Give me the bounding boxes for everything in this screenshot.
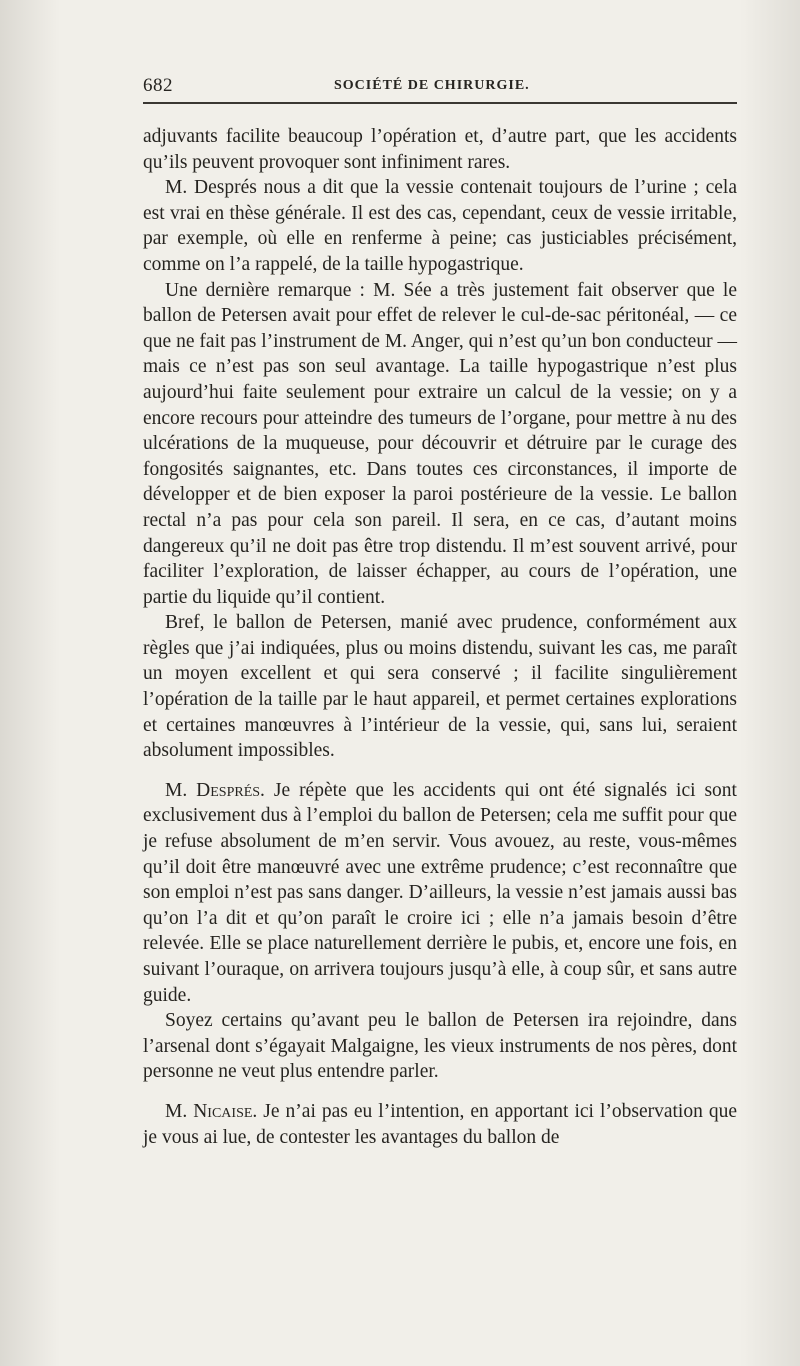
- speaker-nicaise: M. Nicaise.: [165, 1100, 258, 1122]
- speaker-despres: M. Després.: [165, 779, 265, 801]
- paragraph-despres-urine: M. Després nous a dit que la vessie contenait toujours de l’urine ; cela est vrai en thèse générale. Il est des cas, cependant, ceux de vessie irritable, par exemple, où elle en renferme à peine; cas justiciables précisément, comme on l’a rappelé, de la taille hypogastrique.: [143, 177, 737, 275]
- running-title: SOCIÉTÉ DE CHIRURGIE.: [334, 78, 530, 93]
- paragraph-nicaise-text: Je n’ai pas eu l’intention, en apportant ici l’observation que je vous ai lue, de contester les avantages du ballon de: [143, 1100, 738, 1148]
- paragraph-continuation: adjuvants facilite beaucoup l’opération et, d’autre part, que les accidents qu’ils peuvent provoquer sont infiniment rares.: [143, 126, 737, 173]
- paragraph-despres-reply-text: Je répète que les accidents qui ont été signalés ici sont exclusivement dus à l’emploi du ballon de Petersen; cela me suffit pour que je refuse absolument de m’en servir. Vous avouez, au reste, vous-mêmes qu’il doit être manœuvré avec une extrême prudence; c’est reconnaître que son emploi n’est pas sans danger. D’ailleurs, la vessie n’est jamais aussi bas qu’on l’a dit et qu’on paraît le croire ici ; elle n’a jamais besoin d’être relevée. Elle se place naturellement derrière le pubis, et, encore une fois, en suivant l’ouraque, on arrivera toujours jusqu’à elle, à coup sûr, et sans autre guide.: [143, 779, 737, 1006]
- text-body: [143, 124, 737, 1150]
- page-edge-shadow-left: [0, 0, 60, 1366]
- page-header: [143, 75, 737, 103]
- page-number: 682: [143, 75, 173, 96]
- page-edge-shadow-right: [740, 0, 800, 1366]
- paragraph-nicaise: [143, 1099, 737, 1150]
- paragraph-soyez-certains: Soyez certains qu’avant peu le ballon de Petersen ira rejoindre, dans l’arsenal dont s’égayait Malgaigne, les vieux instruments de nos pères, dont personne ne veut plus entendre parler.: [143, 1010, 737, 1083]
- header-rule: [143, 102, 737, 104]
- paragraph-bref: Bref, le ballon de Petersen, manié avec prudence, conformément aux règles que j’ai indiquées, plus ou moins distendu, suivant les cas, me paraît un moyen excellent et qui sera conservé ; il facilite singulièrement l’opération de la taille par le haut appareil, et permet certaines explorations et certaines manœuvres à l’intérieur de la vessie, qui, sans lui, seraient absolument impossibles.: [143, 612, 737, 762]
- paragraph-despres-reply: [143, 778, 737, 1008]
- paragraph-derniere-remarque: Une dernière remarque : M. Sée a très justement fait observer que le ballon de Petersen avait pour effet de relever le cul-de-sac péritonéal, — ce que ne fait pas l’instrument de M. Anger, qui n’est qu’un bon conducteur — mais ce n’est pas son seul avantage. La taille hypogastrique n’est plus aujourd’hui faite seulement pour extraire un calcul de la vessie; on y a encore recours pour atteindre des tumeurs de l’organe, pour mettre à nu des ulcérations de la muqueuse, pour découvrir et détruire par le curage des fongosités saignantes, etc. Dans toutes ces circonstances, il importe de développer et de bien exposer la paroi postérieure de la vessie. Le ballon rectal n’a pas pour cela son pareil. Il sera, en ce cas, d’autant moins dangereux qu’il ne doit pas être trop distendu. Il m’est souvent arrivé, pour faciliter l’exploration, de laisser échapper, au cours de l’opération, une partie du liquide qu’il contient.: [143, 279, 737, 608]
